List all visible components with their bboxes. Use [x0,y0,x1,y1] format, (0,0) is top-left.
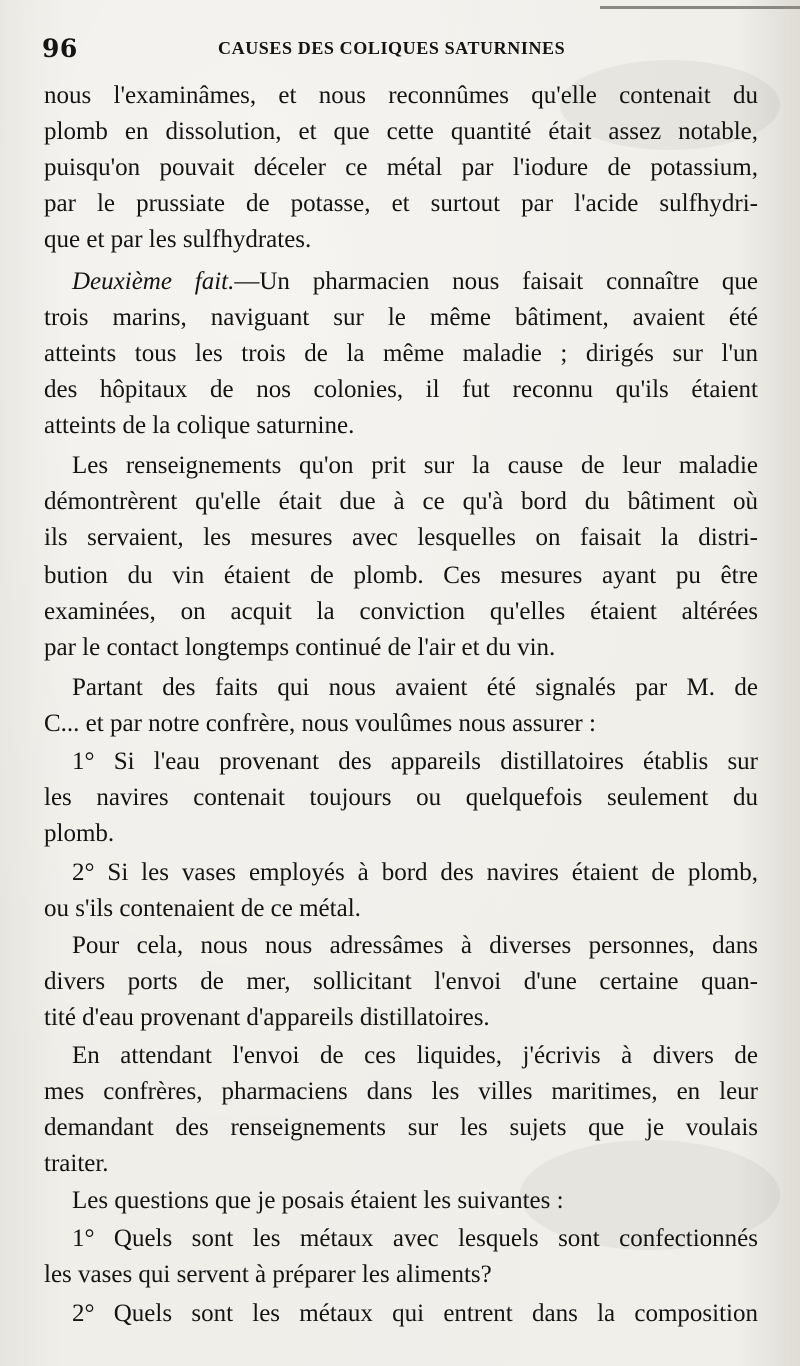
text-line: divers ports de mer, sollicitant l'envoi d'une certaine quan- [44,968,758,995]
text-line: les vases qui servent à préparer les aliments? [44,1261,492,1288]
text-line: par le contact longtemps continué de l'air et du vin. [44,634,556,661]
text-line: trois marins, naviguant sur le même bâtiment, avaient été [44,304,758,331]
text-line: par le prussiate de potasse, et surtout par l'acide sulfhydri- [44,190,758,217]
text-line: En attendant l'envoi de ces liquides, j'écrivis à divers de [72,1042,758,1069]
text-line: bution du vin étaient de plomb. Ces mesures ayant pu être [44,562,758,589]
text-line: C... et par notre confrère, nous voulûmes nous assurer : [44,710,596,737]
text-line: ou s'ils contenaient de ce métal. [44,895,361,922]
text-line: Les renseignements qu'on prit sur la cause de leur maladie [72,452,758,479]
text-line: Pour cela, nous nous adressâmes à diverses personnes, dans [72,932,758,959]
text-line: tité d'eau provenant d'appareils distillatoires. [44,1004,490,1031]
paragraph-heading-line [72,264,758,300]
text-line: 2° Si les vases employés à bord des navires étaient de plomb, [72,859,758,886]
running-title: CAUSES DES COLIQUES SATURNINES [218,38,566,58]
text-line: Partant des faits qui nous avaient été signalés par M. de [72,674,758,701]
text-line: nous l'examinâmes, et nous reconnûmes qu'elle contenait du [44,82,758,109]
text-line: plomb en dissolution, et que cette quantité était assez notable, [44,118,758,145]
text-line: examinées, on acquit la conviction qu'elles étaient altérées [44,598,758,625]
text-line: puisqu'on pouvait déceler ce métal par l'iodure de potassium, [44,154,758,181]
text-line: traiter. [44,1150,109,1177]
text-line: Les questions que je posais étaient les suivantes : [72,1187,564,1214]
text-line: mes confrères, pharmaciens dans les villes maritimes, en leur [44,1078,758,1105]
text-line: plomb. [44,820,115,847]
text-line: demandant des renseignements sur les sujets que je voulais [44,1114,758,1141]
text-line: 1° Si l'eau provenant des appareils distillatoires établis sur [72,748,758,775]
text-line: atteints tous les trois de la même maladie ; dirigés sur l'un [44,340,758,367]
page-number: 96 [42,34,78,63]
text-line: démontrèrent qu'elle était due à ce qu'à bord du bâtiment où [44,488,758,515]
text-line: ils servaient, les mesures avec lesquelles on faisait la distri- [44,524,758,551]
text-span: —Un pharmacien nous faisait connaître que [234,268,758,295]
text-line: les navires contenait toujours ou quelquefois seulement du [44,784,758,811]
text-line: que et par les sulfhydrates. [44,226,312,253]
text-line: des hôpitaux de nos colonies, il fut reconnu qu'ils étaient [44,376,758,403]
italic-heading: Deuxième fait. [72,268,235,295]
text-line: 1° Quels sont les métaux avec lesquels sont confectionnés [72,1225,758,1252]
text-line: 2° Quels sont les métaux qui entrent dans la composition [72,1300,758,1327]
text-line: atteints de la colique saturnine. [44,412,355,439]
